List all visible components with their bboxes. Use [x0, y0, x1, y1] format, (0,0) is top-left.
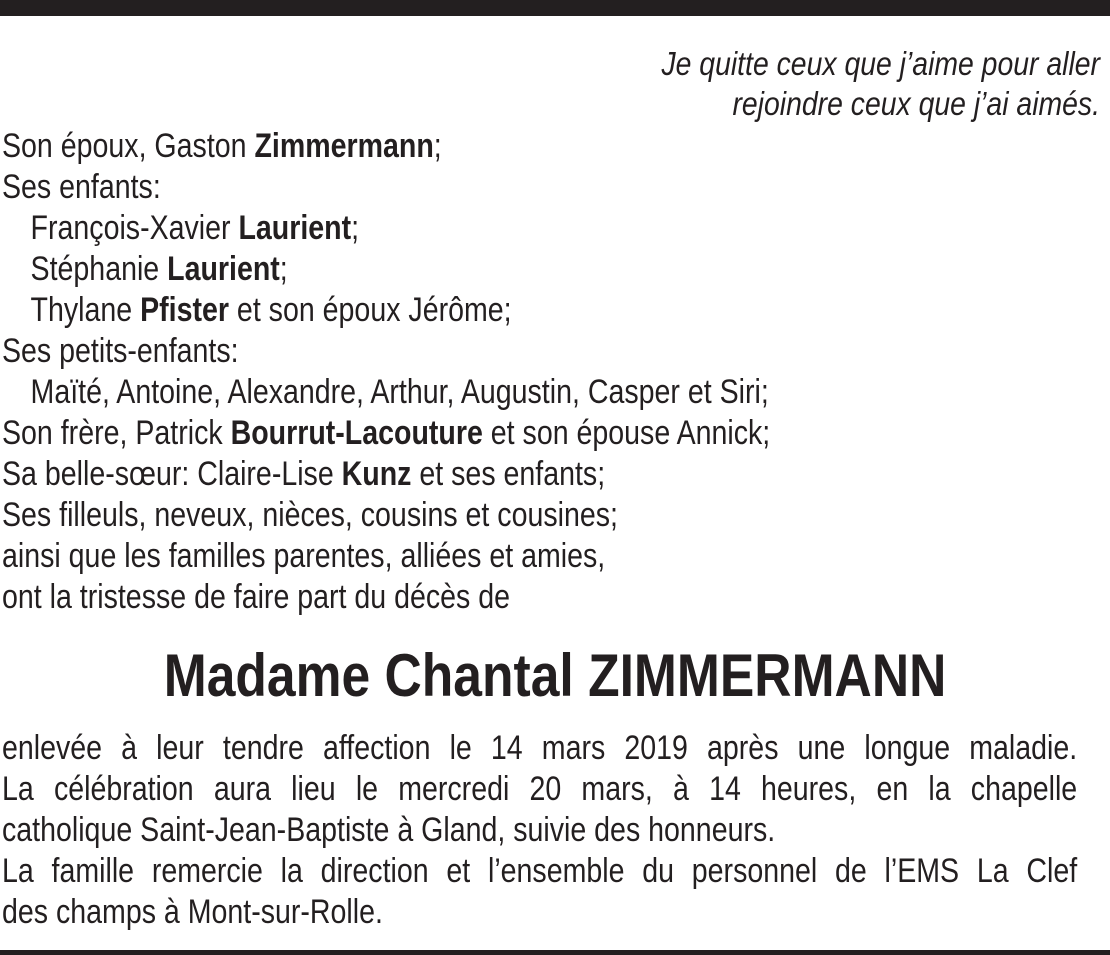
- sister-in-law-suffix: et ses enfants;: [411, 455, 606, 493]
- brother-suffix: et son épouse Annick;: [482, 414, 771, 452]
- quote-line-1: Je quitte ceux que j’aime pour aller: [661, 45, 1100, 82]
- details-line-5: des champs à Mont-sur-Rolle.: [2, 893, 383, 931]
- details-paragraph: [2, 728, 1077, 933]
- grandchildren-line: Maïté, Antoine, Alexandre, Arthur, Augustin, Casper et Siri;: [30, 373, 769, 411]
- child-last-name: Laurient: [167, 250, 280, 288]
- child-line: [31, 290, 512, 331]
- sister-in-law-line: [2, 454, 605, 495]
- brother-prefix: Son frère, Patrick: [2, 414, 231, 452]
- spouse-prefix: Son époux, Gaston: [2, 127, 255, 165]
- child-last-name: Pfister: [140, 291, 229, 329]
- child-last-name: Laurient: [238, 209, 352, 247]
- top-rule: [0, 0, 1110, 16]
- families-line: ainsi que les familles parentes, alliées et amies,: [2, 537, 606, 575]
- spouse-line: [2, 126, 442, 167]
- sister-in-law-prefix: Sa belle-sœur: Claire-Lise: [2, 455, 342, 493]
- child-rest: ;: [351, 209, 360, 247]
- child-rest: et son époux Jérôme;: [228, 291, 512, 329]
- brother-name: Bourrut-Lacouture: [230, 414, 483, 452]
- quote-line-2: rejoindre ceux que j’ai aimés.: [732, 85, 1100, 122]
- epitaph-quote: [498, 44, 1100, 124]
- child-rest: ;: [279, 250, 288, 288]
- child-first-name: Thylane: [30, 291, 141, 329]
- child-line: [31, 249, 288, 290]
- details-line-3: catholique Saint-Jean-Baptiste à Gland, suivie des honneurs.: [2, 811, 776, 849]
- godchildren-line: Ses filleuls, neveux, nièces, cousins et cousines;: [2, 496, 618, 534]
- spouse-suffix: ;: [433, 127, 442, 165]
- details-line-1: enlevée à leur tendre affection le 14 mars 2019 après une longue maladie.: [2, 729, 1078, 767]
- details-line-4: La famille remercie la direction et l’ensemble du personnel de l’EMS La Clef: [2, 852, 1078, 890]
- sister-in-law-name: Kunz: [341, 455, 412, 493]
- child-line: [31, 208, 360, 249]
- brother-line: [2, 413, 770, 454]
- spouse-name: Zimmermann: [254, 127, 434, 165]
- bottom-rule: [0, 950, 1110, 955]
- child-first-name: François-Xavier: [30, 209, 239, 247]
- grandchildren-heading: Ses petits-enfants:: [2, 332, 239, 370]
- details-line-2: La célébration aura lieu le mercredi 20 mars, à 14 heures, en la chapelle: [2, 770, 1078, 808]
- deceased-name-text: Madame Chantal ZIMMERMANN: [163, 642, 947, 709]
- deceased-name: [0, 640, 1110, 712]
- children-heading: Ses enfants:: [2, 168, 161, 206]
- announcement-line: ont la tristesse de faire part du décès de: [2, 578, 511, 616]
- child-first-name: Stéphanie: [30, 250, 168, 288]
